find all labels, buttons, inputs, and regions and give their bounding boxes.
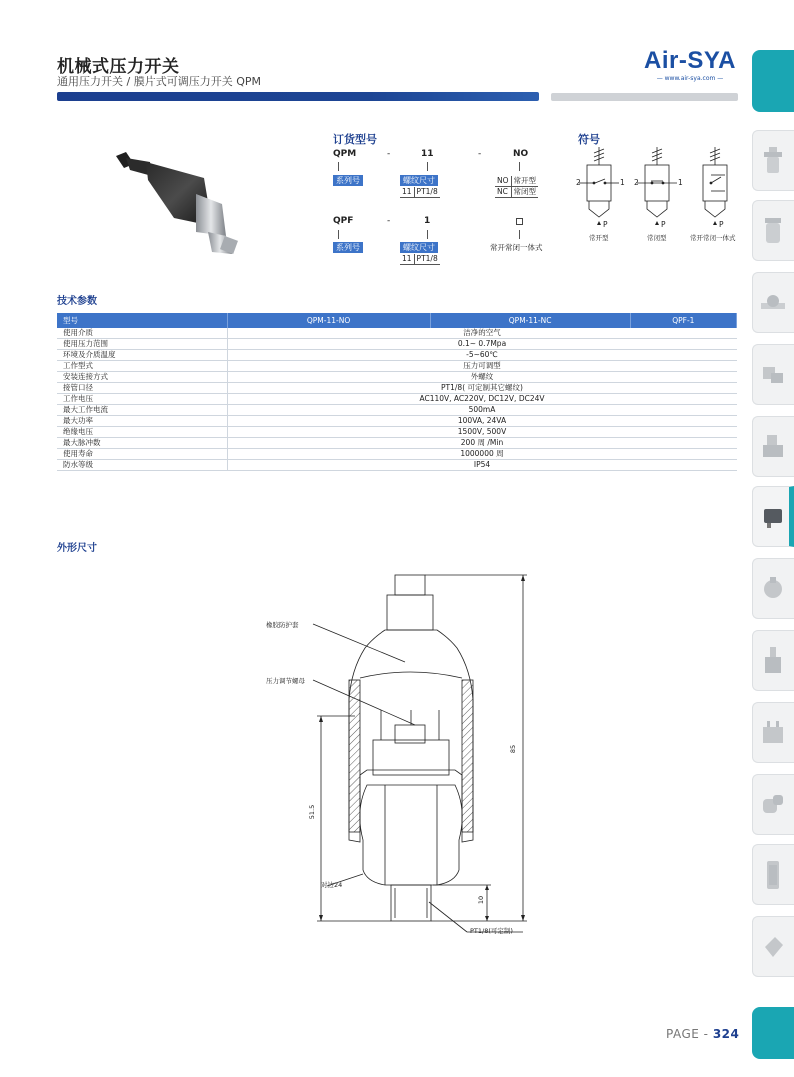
dim-thread-length: 10 bbox=[477, 895, 486, 905]
table-row bbox=[57, 460, 737, 471]
spec-value: 500mA bbox=[227, 405, 737, 416]
port-label: P bbox=[603, 220, 608, 229]
pressure-switch-icon bbox=[761, 503, 785, 531]
spec-key: 安装连接方式 bbox=[57, 372, 227, 383]
spec-key: 最大功率 bbox=[57, 416, 227, 427]
page-number bbox=[666, 1027, 739, 1041]
order-dash-3: - bbox=[387, 216, 391, 226]
cylinder-icon bbox=[761, 575, 785, 603]
side-tab-vacuum[interactable] bbox=[752, 916, 794, 977]
side-tab-top[interactable] bbox=[752, 50, 794, 112]
pin-label: 1 bbox=[620, 178, 625, 187]
spec-header-cell: QPM-11-NO bbox=[227, 313, 430, 328]
series-label-box: 系列号 bbox=[333, 242, 363, 253]
spec-value: 压力可调型 bbox=[227, 361, 737, 372]
table-row bbox=[57, 405, 737, 416]
connector-line bbox=[338, 230, 339, 239]
order-series-1: QPM bbox=[333, 149, 357, 159]
side-tab-solenoid[interactable] bbox=[752, 416, 794, 477]
order-thread-1: 11 bbox=[421, 149, 434, 159]
dim-body-height: 51.5 bbox=[308, 804, 317, 820]
type-label: 常闭型 bbox=[511, 187, 538, 198]
table-row bbox=[57, 372, 737, 383]
side-tab-elbow[interactable] bbox=[752, 774, 794, 835]
spec-key: 防水等级 bbox=[57, 460, 227, 471]
pin-label: 2 bbox=[634, 178, 639, 187]
spec-key: 工作电压 bbox=[57, 394, 227, 405]
label-rubber-cover: 橡胶防护套 bbox=[266, 621, 299, 629]
connector-line bbox=[519, 162, 520, 171]
spec-table bbox=[57, 313, 737, 471]
dim-total-height: 85 bbox=[509, 744, 518, 754]
spec-heading: 技术参数 bbox=[57, 296, 97, 307]
logo-text: Air-SYA bbox=[644, 47, 736, 74]
label-across-flats: 对边24 bbox=[321, 881, 343, 889]
order-thread-2: 1 bbox=[424, 216, 431, 226]
table-row bbox=[57, 328, 737, 339]
table-row bbox=[57, 416, 737, 427]
order-dash-2: - bbox=[478, 149, 482, 159]
page-prefix: PAGE - bbox=[666, 1027, 713, 1041]
type-code: NO bbox=[495, 176, 511, 187]
side-tab-lubricator[interactable] bbox=[752, 200, 794, 261]
thread-label-box: 螺纹尺寸 bbox=[400, 242, 438, 253]
page-number-value: 324 bbox=[712, 1027, 740, 1041]
spec-value: 200 周 /Min bbox=[227, 438, 737, 449]
thread-value: PT1/8 bbox=[414, 254, 440, 265]
side-tab-pressure-switch[interactable] bbox=[752, 486, 794, 547]
thread-label-box: 螺纹尺寸 bbox=[400, 175, 438, 186]
spec-value: 1500V, 500V bbox=[227, 427, 737, 438]
filter-regulator-icon bbox=[761, 147, 785, 175]
spec-value: 100VA, 24VA bbox=[227, 416, 737, 427]
connector-line bbox=[427, 230, 428, 239]
table-row bbox=[57, 394, 737, 405]
order-code-heading: 订货型号 bbox=[333, 133, 377, 146]
spec-key: 环境及介质温度 bbox=[57, 350, 227, 361]
spec-value: 洁净的空气 bbox=[227, 328, 737, 339]
thread-value: PT1/8 bbox=[414, 187, 440, 198]
order-dash-1: - bbox=[387, 149, 391, 159]
fitting-icon bbox=[761, 361, 785, 389]
table-row bbox=[57, 350, 737, 361]
spec-value: 0.1~ 0.7Mpa bbox=[227, 339, 737, 350]
valve-icon bbox=[761, 289, 785, 317]
thread-code: 11 bbox=[400, 187, 414, 198]
port-label: P bbox=[661, 220, 666, 229]
spec-key: 最大工作电流 bbox=[57, 405, 227, 416]
order-series-2: QPF bbox=[333, 216, 354, 226]
product-photo bbox=[112, 148, 262, 263]
pin-label: 1 bbox=[678, 178, 683, 187]
spec-key: 绝缘电压 bbox=[57, 427, 227, 438]
side-tab-filter[interactable] bbox=[752, 130, 794, 191]
symbols-heading: 符号 bbox=[578, 133, 600, 146]
solenoid-icon bbox=[761, 433, 785, 461]
label-adjust-nut: 压力调节螺母 bbox=[266, 677, 305, 685]
vacuum-icon bbox=[761, 933, 785, 961]
type-code: NC bbox=[495, 187, 511, 198]
switch-symbols bbox=[575, 145, 745, 245]
order-type-1: NO bbox=[513, 149, 529, 159]
spec-key: 接管口径 bbox=[57, 383, 227, 394]
connector-line bbox=[427, 162, 428, 171]
side-tab-fitting[interactable] bbox=[752, 344, 794, 405]
symbol-label-nc: 常闭型 bbox=[647, 234, 667, 242]
spec-value: -5~60℃ bbox=[227, 350, 737, 361]
type-label: 常开型 bbox=[511, 176, 538, 187]
side-tab-manifold[interactable] bbox=[752, 702, 794, 763]
table-row bbox=[57, 427, 737, 438]
actuator-icon bbox=[761, 647, 785, 675]
spec-key: 使用寿命 bbox=[57, 449, 227, 460]
manifold-icon bbox=[761, 719, 785, 747]
lubricator-icon bbox=[761, 217, 785, 245]
side-tab-actuator[interactable] bbox=[752, 630, 794, 691]
symbol-label-combined: 常开常闭一体式 bbox=[690, 234, 736, 242]
silencer-icon bbox=[761, 861, 785, 889]
table-row bbox=[57, 361, 737, 372]
spec-header-cell: QPF-1 bbox=[630, 313, 736, 328]
dimensions-heading: 外形尺寸 bbox=[57, 543, 97, 554]
spec-key: 使用介质 bbox=[57, 328, 227, 339]
page-title: 机械式压力开关 bbox=[57, 57, 180, 77]
logo-url: — www.air-sya.com — bbox=[656, 75, 724, 82]
placeholder-square bbox=[516, 218, 523, 225]
page-subtitle: 通用压力开关 / 膜片式可调压力开关 QPM bbox=[57, 75, 261, 88]
pin-label: 2 bbox=[576, 178, 581, 187]
spec-header-cell: QPM-11-NC bbox=[430, 313, 630, 328]
thread-code: 11 bbox=[400, 254, 414, 265]
port-label: P bbox=[719, 220, 724, 229]
spec-header-cell: 型号 bbox=[57, 313, 227, 328]
thread-table-2 bbox=[400, 254, 440, 265]
spec-value: 1000000 周 bbox=[227, 449, 737, 460]
label-thread: PT1/8(可定制) bbox=[470, 927, 513, 935]
spec-value: PT1/8( 可定制其它螺纹) bbox=[227, 383, 737, 394]
spec-value: 外螺纹 bbox=[227, 372, 737, 383]
elbow-icon bbox=[761, 791, 785, 819]
spec-key: 工作型式 bbox=[57, 361, 227, 372]
spec-key: 使用压力范围 bbox=[57, 339, 227, 350]
spec-header-row bbox=[57, 313, 737, 328]
spec-key: 最大脉冲数 bbox=[57, 438, 227, 449]
header-bar bbox=[57, 92, 539, 101]
combined-type-label: 常开常闭一体式 bbox=[490, 243, 543, 252]
header-bar-grey bbox=[551, 93, 738, 101]
connector-line bbox=[338, 162, 339, 171]
symbol-label-no: 常开型 bbox=[589, 234, 609, 242]
thread-table-1 bbox=[400, 187, 440, 198]
connector-line bbox=[519, 230, 520, 239]
table-row bbox=[57, 339, 737, 350]
table-row bbox=[57, 449, 737, 460]
table-row bbox=[57, 438, 737, 449]
brand-logo bbox=[640, 48, 740, 82]
spec-value: IP54 bbox=[227, 460, 737, 471]
side-tab-bottom[interactable] bbox=[752, 1007, 794, 1059]
table-row bbox=[57, 383, 737, 394]
type-table bbox=[495, 176, 538, 198]
spec-value: AC110V, AC220V, DC12V, DC24V bbox=[227, 394, 737, 405]
side-tab-cylinder[interactable] bbox=[752, 558, 794, 619]
series-label-box: 系列号 bbox=[333, 175, 363, 186]
side-tab-silencer[interactable] bbox=[752, 844, 794, 905]
side-tab-valve[interactable] bbox=[752, 272, 794, 333]
